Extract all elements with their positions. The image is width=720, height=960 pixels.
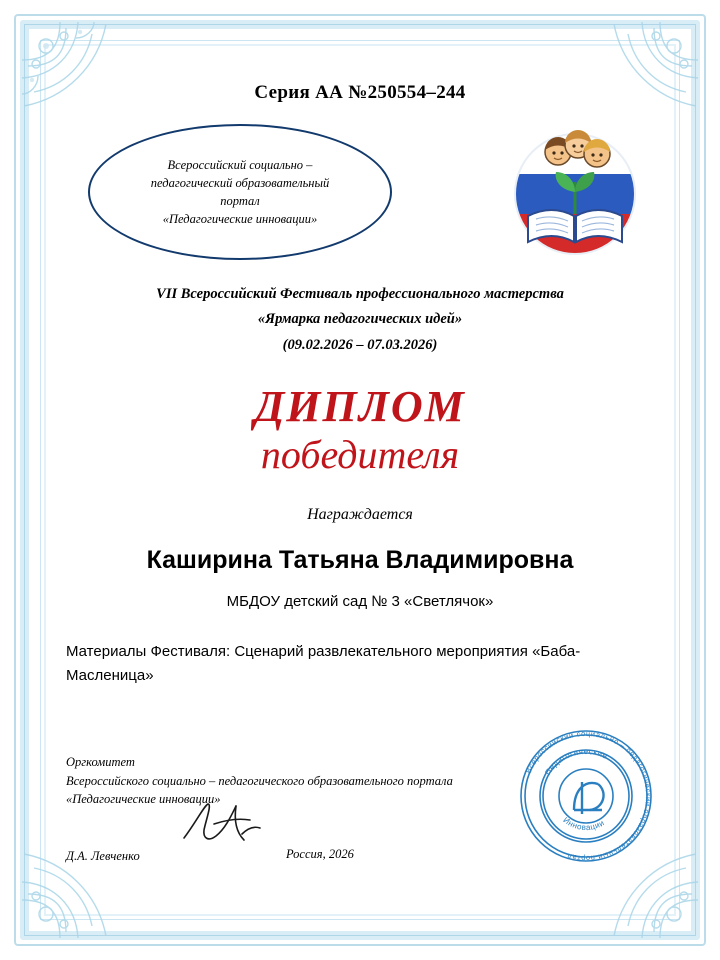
committee-line-2: Всероссийского социально – педагогического образовательного портала <box>66 773 453 788</box>
committee-line-3: «Педагогические инновации» <box>66 792 221 807</box>
portal-line-1: Всероссийский социально – <box>167 157 313 172</box>
awarded-label: Награждается <box>307 506 413 524</box>
portal-emblem-icon <box>500 116 650 266</box>
festival-line-2: «Ярмарка педагогических идей» <box>257 311 463 328</box>
signature-icon <box>178 798 264 850</box>
recipient-name: Каширина Татьяна Владимировна <box>146 546 574 575</box>
serial-number: Серия АА №250554–244 <box>254 82 466 103</box>
portal-oval-text <box>125 156 355 229</box>
portal-line-2: педагогический образовательный <box>150 175 330 190</box>
diploma-title: ДИПЛОМ <box>254 382 466 432</box>
certificate-footer <box>66 728 654 864</box>
materials-text: Материалы Фестиваля: Сценарий развлекательного мероприятия «Баба-Масленица» <box>66 643 581 684</box>
header-row <box>60 116 660 276</box>
svg-text:Инновации: Инновации <box>561 815 607 833</box>
committee-line-1: Оргкомитет <box>66 754 135 769</box>
svg-text:Всероссийский социально – педа: Всероссийский социально – педагогический образовательный портал <box>523 728 654 864</box>
portal-line-4: «Педагогические инновации» <box>162 212 318 227</box>
portal-line-3: портал <box>220 194 260 208</box>
diploma-subtitle: победителя <box>260 432 460 478</box>
portal-oval-badge <box>88 124 392 260</box>
festival-line-3: (09.02.2026 – 07.03.2026) <box>282 336 438 353</box>
country-year: Россия, 2026 <box>286 847 354 861</box>
signer-name: Д.А. Левченко <box>66 849 140 863</box>
svg-text:Педагогические: Педагогические <box>543 746 610 777</box>
festival-title <box>60 282 660 358</box>
certificate-content <box>60 60 660 900</box>
official-stamp-icon <box>512 722 660 870</box>
recipient-organization: МБДОУ детский сад № 3 «Светлячок» <box>226 593 494 611</box>
festival-line-1: VII Всероссийский Фестиваль профессионального мастерства <box>156 286 564 302</box>
